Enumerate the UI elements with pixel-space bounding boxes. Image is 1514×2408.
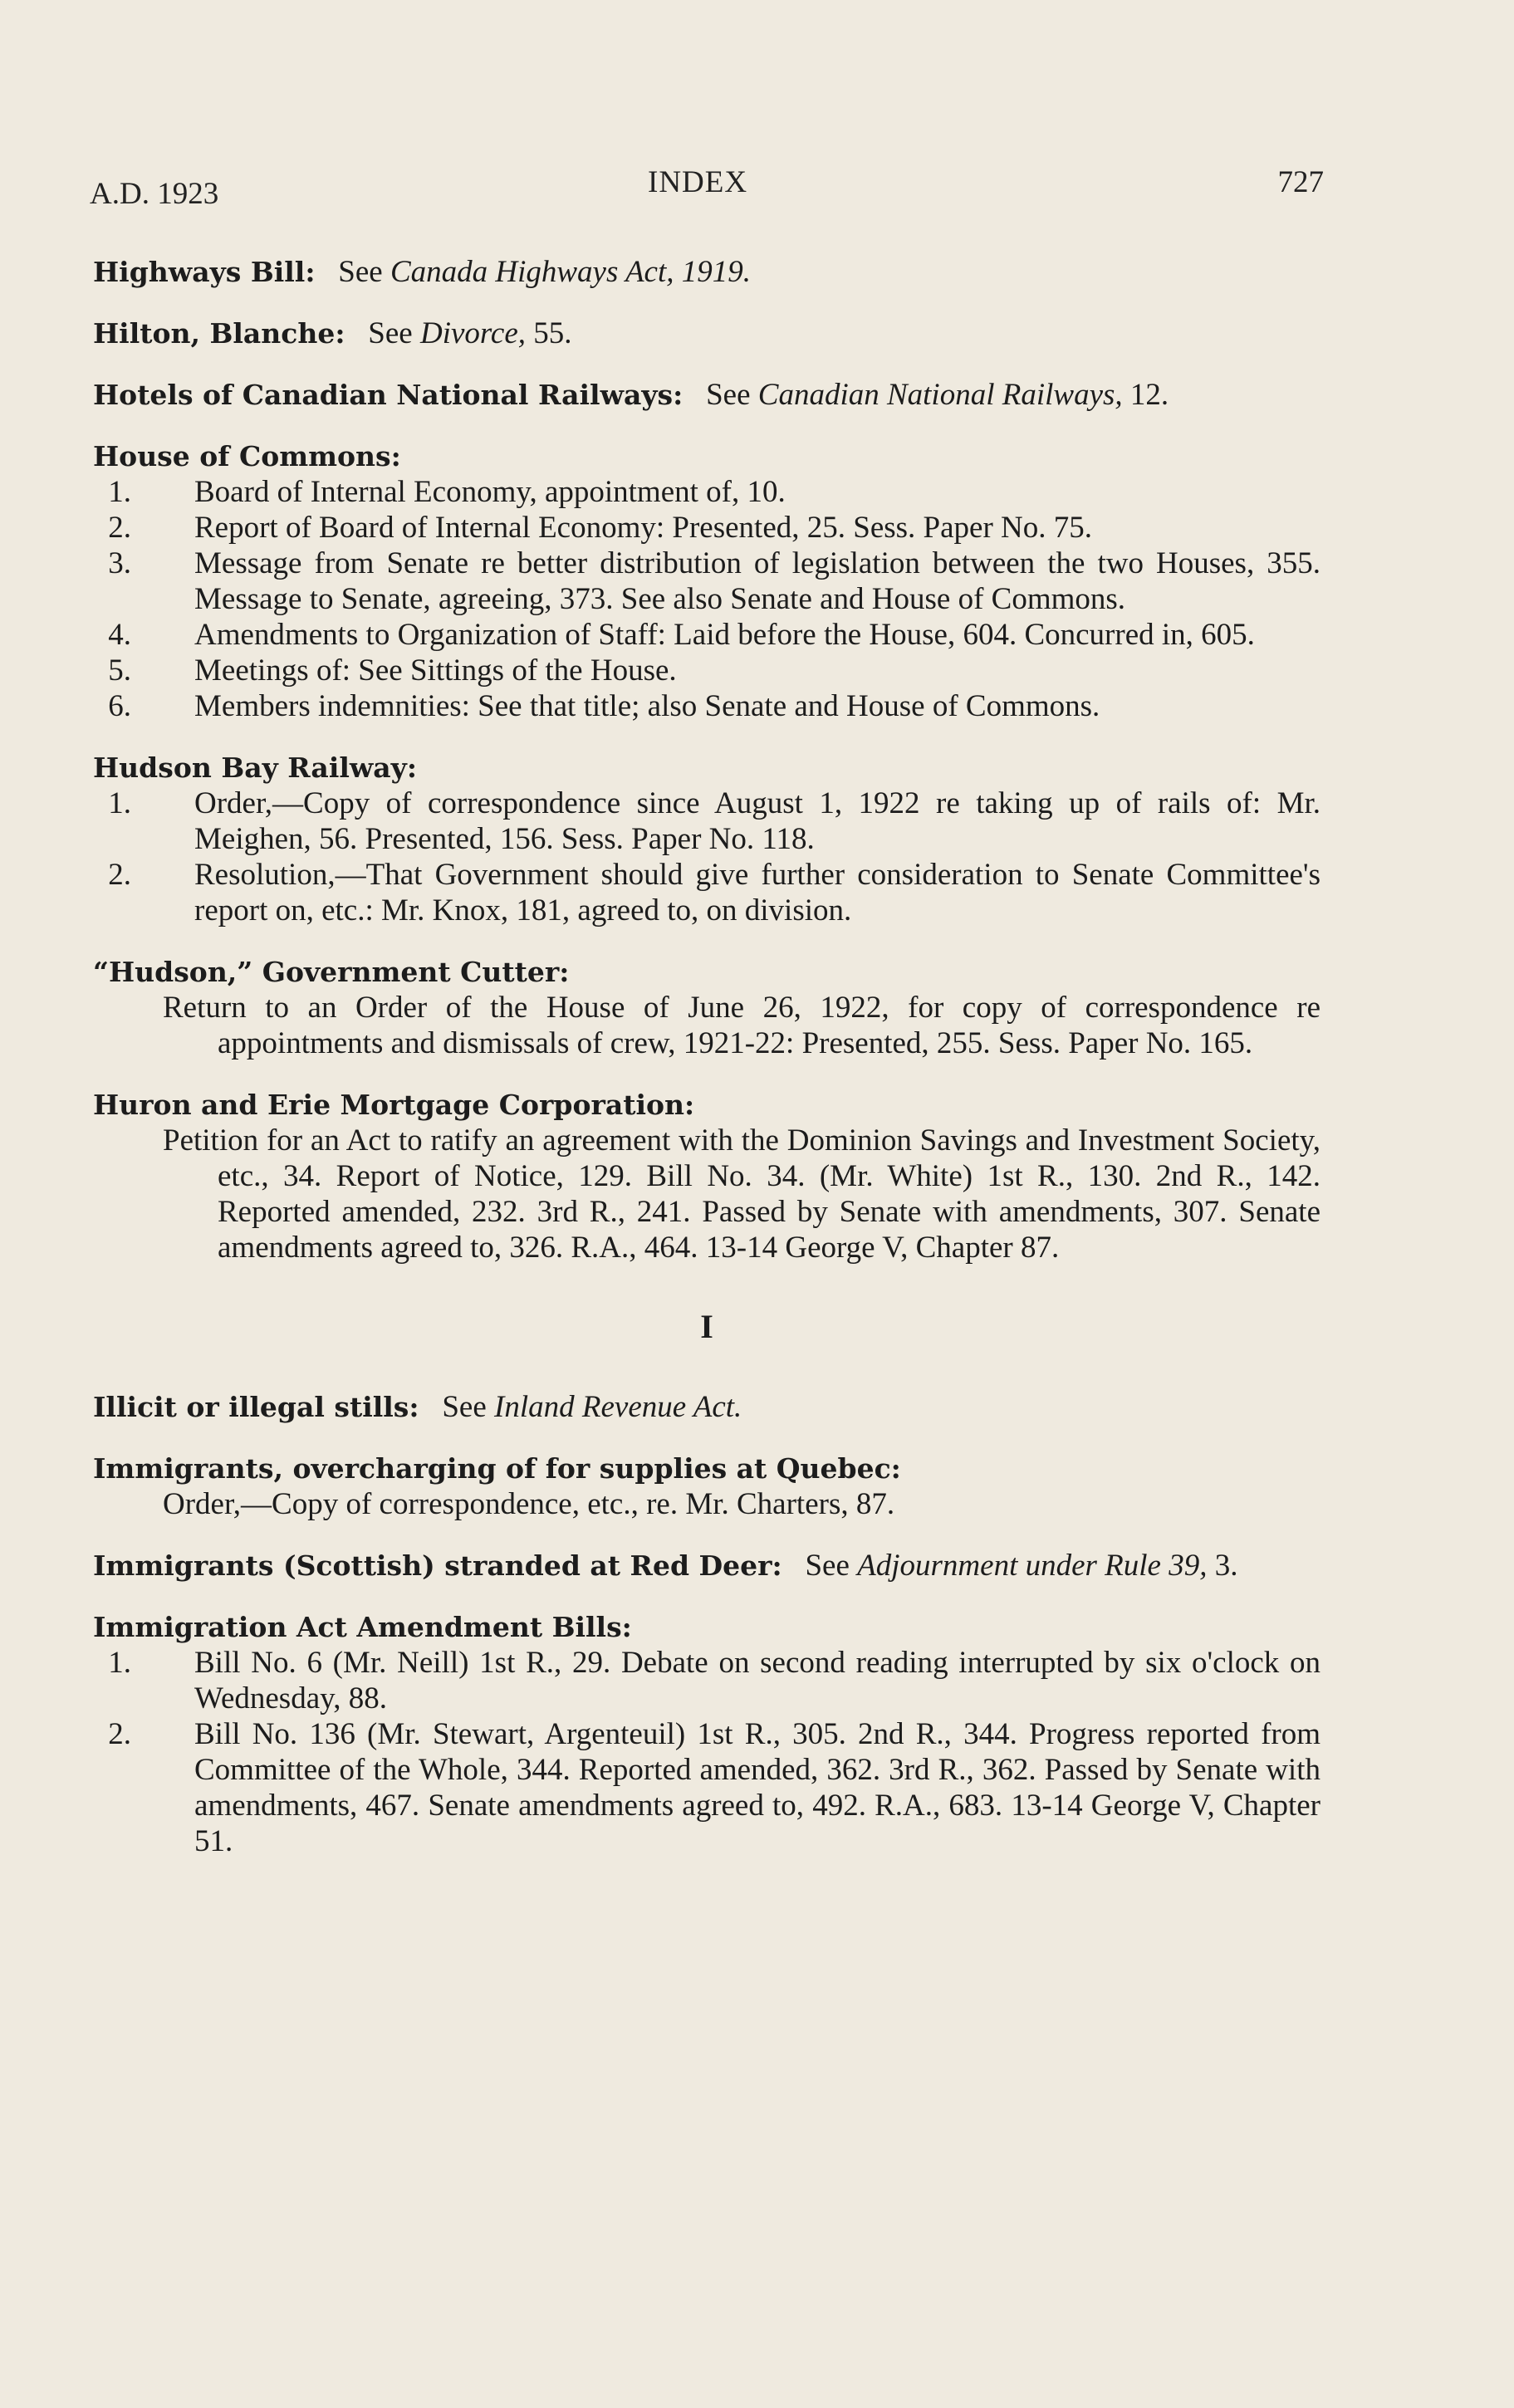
index-entry bbox=[93, 1389, 1320, 1425]
list-item bbox=[93, 786, 1320, 857]
item-number: 1. bbox=[108, 1646, 131, 1680]
entry-heading: Highways Bill: bbox=[93, 256, 316, 288]
entry-heading: “Hudson,” Government Cutter: bbox=[93, 956, 570, 988]
index-entry bbox=[93, 254, 1320, 290]
item-text: Board of Internal Economy, appointment of, 10. bbox=[194, 475, 786, 509]
see-reference: Adjournment under Rule 39, bbox=[857, 1549, 1208, 1583]
list-item bbox=[93, 1716, 1320, 1859]
see-text: See bbox=[805, 1549, 858, 1583]
list-item bbox=[93, 1645, 1320, 1716]
entry-items bbox=[93, 786, 1320, 928]
index-content bbox=[93, 254, 1320, 1885]
entry-text: Order,—Copy of correspondence, etc., re. Mr. Charters, 87. bbox=[163, 1487, 895, 1521]
see-reference: Canada Highways Act, 1919. bbox=[390, 255, 752, 289]
header-year: A.D. 1923 bbox=[90, 177, 219, 211]
list-item bbox=[93, 546, 1320, 617]
list-item bbox=[93, 617, 1320, 653]
item-text: Meetings of: See Sittings of the House. bbox=[194, 653, 677, 688]
see-text: See bbox=[338, 255, 390, 289]
item-number: 2. bbox=[108, 858, 131, 892]
item-number: 4. bbox=[108, 618, 131, 652]
list-item bbox=[93, 510, 1320, 546]
item-number: 6. bbox=[108, 689, 131, 723]
header-title: INDEX bbox=[648, 165, 748, 199]
item-number: 3. bbox=[108, 546, 131, 580]
list-item bbox=[93, 474, 1320, 510]
item-number: 2. bbox=[108, 1717, 131, 1751]
entry-heading: Immigration Act Amendment Bills: bbox=[93, 1611, 632, 1643]
see-page: 12. bbox=[1122, 378, 1169, 412]
see-text: See bbox=[368, 316, 420, 350]
item-text: Resolution,—That Government should give further consideration to Senate Committee's report on, etc.: Mr. Knox, 181, agreed to, on division. bbox=[194, 858, 1320, 927]
list-item bbox=[93, 688, 1320, 724]
see-text: See bbox=[706, 378, 758, 412]
index-entry bbox=[93, 750, 1320, 928]
see-page: 3. bbox=[1207, 1549, 1238, 1583]
item-text: Amendments to Organization of Staff: Laid before the House, 604. Concurred in, 605. bbox=[194, 618, 1255, 652]
entry-heading: Immigrants (Scottish) stranded at Red Deer: bbox=[93, 1549, 782, 1582]
entry-text: Return to an Order of the House of June 26, 1922, for copy of correspondence re appointments and dismissals of crew, 1921-22: Presented, 255. Sess. Paper No. 165. bbox=[163, 991, 1320, 1060]
index-entry bbox=[93, 954, 1320, 1061]
item-text: Bill No. 6 (Mr. Neill) 1st R., 29. Debate on second reading interrupted by six o'clock on Wednesday, 88. bbox=[194, 1646, 1320, 1715]
item-text: Message from Senate re better distribution of legislation between the two Houses, 355. Message to Senate, agreeing, 373. See also Senate and House of Commons. bbox=[194, 546, 1320, 616]
entry-heading: Hotels of Canadian National Railways: bbox=[93, 379, 684, 411]
index-entry bbox=[93, 1087, 1320, 1265]
index-entry bbox=[93, 438, 1320, 724]
see-page: 55. bbox=[526, 316, 572, 350]
see-reference: Inland Revenue Act. bbox=[494, 1390, 742, 1424]
item-number: 1. bbox=[108, 475, 131, 509]
entry-items bbox=[93, 474, 1320, 724]
index-entry bbox=[93, 316, 1320, 351]
entry-heading: Hudson Bay Railway: bbox=[93, 751, 418, 784]
entry-heading: House of Commons: bbox=[93, 440, 401, 472]
index-entry bbox=[93, 1548, 1320, 1583]
entry-heading: Huron and Erie Mortgage Corporation: bbox=[93, 1089, 695, 1121]
item-number: 2. bbox=[108, 511, 131, 545]
item-text: Order,—Copy of correspondence since August 1, 1922 re taking up of rails of: Mr. Meighen, 56. Presented, 156. Sess. Paper No. 118. bbox=[194, 786, 1320, 856]
page-number: 727 bbox=[1277, 165, 1324, 199]
see-reference: Canadian National Railways, bbox=[757, 378, 1123, 412]
see-text: See bbox=[442, 1390, 495, 1424]
entry-text: Petition for an Act to ratify an agreement with the Dominion Savings and Investment Society, etc., 34. Report of Notice, 129. Bill No. 34. (Mr. White) 1st R., 130. 2nd R., 142. Reported amended, 232. 3rd R., 241. Passed by Senate with amendments, 307. Senate amendments agreed to, 326. R.A., 464. 13-14 George V, Chapter 87. bbox=[163, 1123, 1320, 1265]
index-entry bbox=[93, 1451, 1320, 1522]
section-letter: I bbox=[700, 1308, 713, 1345]
index-entry bbox=[93, 377, 1320, 413]
see-reference: Divorce, bbox=[419, 316, 527, 350]
item-text: Bill No. 136 (Mr. Stewart, Argenteuil) 1st R., 305. 2nd R., 344. Progress reported from Committee of the Whole, 344. Reported amended, 362. 3rd R., 362. Passed by Senate with amendments, 467. Senate amendments agreed to, 492. R.A., 683. 13-14 George V, Chapter 51. bbox=[194, 1717, 1320, 1858]
index-entry bbox=[93, 1609, 1320, 1859]
item-number: 5. bbox=[108, 653, 131, 688]
entry-items bbox=[93, 1645, 1320, 1859]
item-number: 1. bbox=[108, 786, 131, 820]
list-item bbox=[93, 857, 1320, 928]
list-item bbox=[93, 653, 1320, 688]
item-text: Report of Board of Internal Economy: Presented, 25. Sess. Paper No. 75. bbox=[194, 511, 1093, 545]
item-text: Members indemnities: See that title; also Senate and House of Commons. bbox=[194, 689, 1100, 723]
entry-heading: Immigrants, overcharging of for supplies at Quebec: bbox=[93, 1452, 901, 1485]
entry-heading: Illicit or illegal stills: bbox=[93, 1391, 419, 1423]
entry-heading: Hilton, Blanche: bbox=[93, 317, 345, 350]
